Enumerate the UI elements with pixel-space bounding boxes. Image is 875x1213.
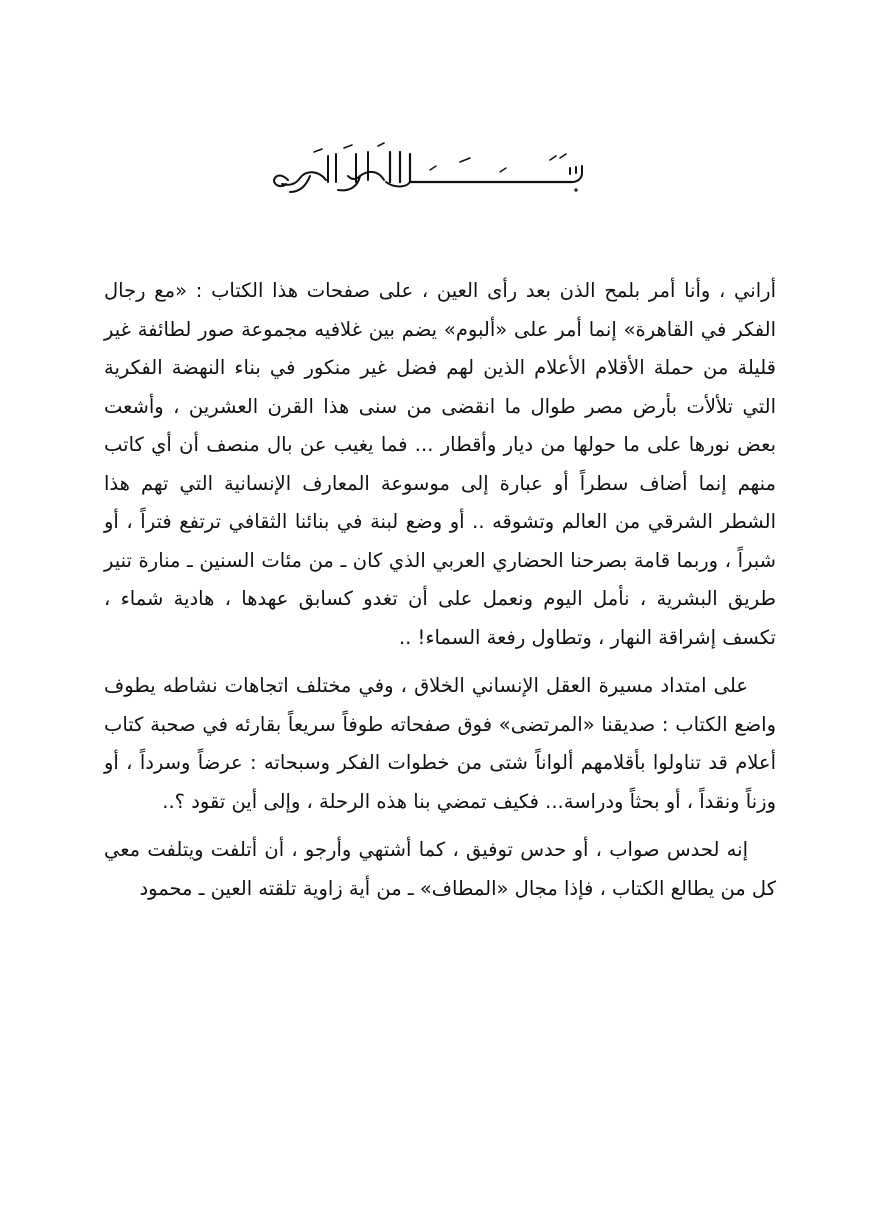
paragraph-2: على امتداد مسيرة العقل الإنساني الخلاق ، وفي مختلف اتجاهات نشاطه يطوف واضع الكتاب : صديقنا «المرتضى» فوق صفحاته طوفاً سريعاً بقارئه في صحبة كتاب أعلام قد تناولوا بأقلامهم ألواناً شتى من خطوات الفكر وسبحاته : عرضاً وسرداً ، أو وزناً ونقداً ، أو بحثاً ودراسة... فكيف تمضي بنا هذه الرحلة ، وإلى أين تقود ؟.. [104, 674, 776, 813]
paragraph-3: إنه لحدس صواب ، أو حدس توفيق ، كما أشتهي وأرجو ، أن أتلفت ويتلفت معي كل من يطالع الكتاب ، فإذا مجال «المطاف» ـ من أية زاوية تلقته العين ـ محمود [104, 838, 776, 900]
paragraph-1: أراني ، وأنا أمر بلمح الذن بعد رأى العين ، على صفحات هذا الكتاب : «مع رجال الفكر في القاهرة» إنما أمر على «ألبوم» يضم بين غلافيه مجموعة صور لطائفة غير قليلة من حملة الأقلام الأعلام الذين لهم فضل غير منكور في بناء النهضة الفكرية التي تلألأت بأرض مصر طوال ما انقضى من سنى هذا القرن العشرين ، وأشعت بعض نورها على ما حولها من ديار وأقطار ... فما يغيب عن بال منصف أن أي كاتب منهم إنما أضاف سطراً أو عبارة إلى موسوعة المعارف الإنسانية التي تهم هذا الشطر الشرقي من العالم وتشوقه .. أو وضع لبنة في بنائنا الثقافي ترتفع فتراً ، أو شبراً ، وربما قامة بصرحنا الحضاري العربي الذي كان ـ من مئات السنين ـ منارة تنير طريق البشرية ، نأمل اليوم ونعمل على أن تغدو كسابق عهدها ، هادية شماء ، تكسف إشراقة النهار ، وتطاول رفعة السماء! .. [104, 279, 776, 649]
basmala-calligraphy-icon [260, 140, 600, 200]
body-text [104, 272, 776, 908]
